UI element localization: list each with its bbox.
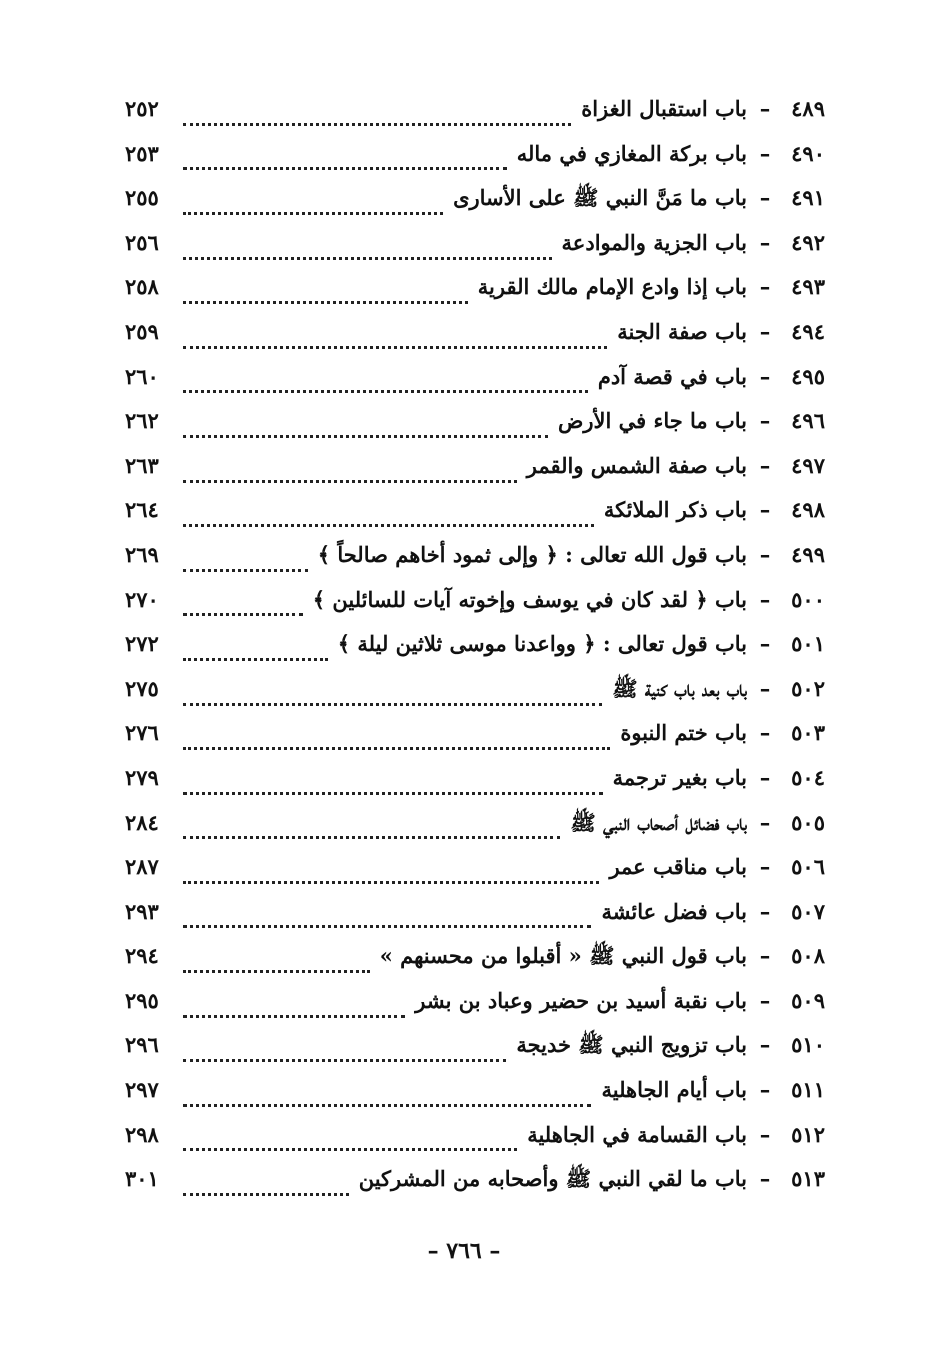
dot-leader — [183, 925, 591, 928]
entry-number: ٤٩٩ — [791, 541, 825, 567]
entry-title: باب بغير ترجمة — [612, 764, 747, 790]
entry-number: ٤٩٧ — [791, 452, 825, 478]
entry-number: ٥١٢ — [791, 1121, 825, 1147]
dot-leader — [183, 792, 603, 795]
entry-title: باب ذكر الملائكة — [603, 497, 747, 523]
entry-number: ٥٠٠ — [791, 586, 825, 612]
entry-page: ٢٥٥ — [125, 185, 159, 211]
entry-separator: – — [759, 96, 771, 121]
entry-page: ٢٧٠ — [125, 586, 159, 612]
entry-separator: – — [759, 274, 771, 300]
dot-leader — [183, 658, 328, 661]
toc-entry — [125, 230, 825, 275]
dot-leader — [183, 703, 602, 706]
entry-number: ٤٩٣ — [791, 274, 825, 300]
entry-page: ٢٨٤ — [125, 809, 159, 835]
entry-page: ٢٨٧ — [125, 854, 159, 880]
dot-leader — [183, 1015, 405, 1018]
entry-page: ٢٦٠ — [125, 363, 159, 389]
entry-page: ٢٥٢ — [125, 96, 159, 121]
entry-page: ٢٧٩ — [125, 764, 159, 790]
entry-title: باب تزويج النبي ﷺ خديجة — [516, 1032, 747, 1058]
dot-leader — [183, 1059, 506, 1062]
entry-page: ٢٦٣ — [125, 452, 159, 478]
toc-entry — [125, 453, 825, 498]
entry-title: باب في قصة آدم — [597, 363, 747, 389]
entry-number: ٥٠٤ — [791, 764, 825, 790]
entry-separator: – — [759, 809, 771, 835]
entry-page: ٢٩٦ — [125, 1032, 159, 1058]
entry-page: ٢٩٣ — [125, 898, 159, 924]
entry-number: ٥٠٦ — [791, 854, 825, 880]
entry-page: ٢٦٤ — [125, 497, 159, 523]
toc-entry — [125, 1166, 825, 1211]
toc-entry — [125, 274, 825, 319]
entry-separator: – — [759, 140, 771, 166]
entry-title: باب صفة الجنة — [617, 318, 747, 344]
entry-separator: – — [759, 318, 771, 344]
dot-leader — [183, 613, 303, 616]
dot-leader — [183, 881, 599, 884]
dot-leader — [183, 524, 594, 527]
toc-entry — [125, 765, 825, 810]
entry-page: ٣٠١ — [125, 1166, 159, 1192]
entry-page: ٢٩٤ — [125, 943, 159, 969]
entry-separator: – — [759, 764, 771, 790]
entry-title: باب فضل عائشة — [601, 898, 747, 924]
entry-page: ٢٥٨ — [125, 274, 159, 300]
toc-entry — [125, 587, 825, 632]
toc-entry — [125, 497, 825, 542]
entry-page: ٢٧٥ — [125, 675, 159, 701]
dot-leader — [183, 301, 468, 304]
toc-entry — [125, 542, 825, 587]
dot-leader — [183, 1193, 349, 1196]
entry-separator: – — [759, 631, 771, 657]
entry-page: ٢٥٣ — [125, 140, 159, 166]
entry-page: ٢٩٨ — [125, 1121, 159, 1147]
entry-page: ٢٧٦ — [125, 720, 159, 746]
entry-number: ٤٩٢ — [791, 229, 825, 255]
page-number: – ٧٦٦ – — [427, 1238, 501, 1264]
toc-entry — [125, 676, 825, 721]
entry-title: باب ما مَنَّ النبي ﷺ على الأسارى — [453, 185, 747, 211]
entry-number: ٥٠٩ — [791, 987, 825, 1013]
toc-entry — [125, 988, 825, 1033]
entry-title: باب ﴿ لقد كان في يوسف وإخوته آيات للسائلين ﴾ — [312, 586, 747, 612]
entry-number: ٥٠٨ — [791, 943, 825, 969]
entry-separator: – — [759, 452, 771, 478]
entry-number: ٤٨٩ — [791, 96, 825, 121]
dot-leader — [183, 970, 370, 973]
toc-entry — [125, 631, 825, 676]
entry-title: باب بركة المغازي في ماله — [516, 140, 747, 166]
entry-title: باب مناقب عمر — [609, 854, 747, 880]
toc-entry — [125, 1077, 825, 1122]
entry-separator: – — [759, 229, 771, 255]
entry-number: ٥٠٧ — [791, 898, 825, 924]
dot-leader — [183, 480, 517, 483]
toc-entry — [125, 899, 825, 944]
entry-number: ٥١٣ — [791, 1166, 825, 1192]
entry-separator: – — [759, 408, 771, 434]
entry-number: ٥٠٣ — [791, 720, 825, 746]
toc-entry — [125, 854, 825, 899]
entry-page: ٢٦٢ — [125, 408, 159, 434]
toc-entry — [125, 810, 825, 855]
entry-separator: – — [759, 720, 771, 746]
entry-separator: – — [759, 675, 771, 701]
table-of-contents — [125, 96, 825, 1211]
entry-title: باب ختم النبوة — [620, 720, 747, 746]
entry-number: ٥٠٥ — [791, 809, 825, 835]
entry-title: باب قول الله تعالى : ﴿ وإلى ثمود أخاهم صالحاً ﴾ — [317, 541, 747, 567]
entry-number: ٤٩٨ — [791, 497, 825, 523]
toc-entry — [125, 185, 825, 230]
toc-entry — [125, 943, 825, 988]
entry-number: ٤٩٠ — [791, 140, 825, 166]
entry-title: باب بعد باب كنية ﷺ — [612, 675, 747, 701]
entry-number: ٥٠١ — [791, 631, 825, 657]
entry-title: باب نقبة أسيد بن حضير وعباد بن بشر — [415, 987, 747, 1013]
toc-entry — [125, 408, 825, 453]
entry-separator: – — [759, 497, 771, 523]
entry-page: ٢٩٧ — [125, 1077, 159, 1103]
toc-entry — [125, 1122, 825, 1167]
entry-number: ٤٩٦ — [791, 408, 825, 434]
entry-title: باب صفة الشمس والقمر — [526, 452, 747, 478]
entry-title: باب قول تعالى : ﴿ وواعدنا موسى ثلاثين ليلة ﴾ — [337, 631, 747, 657]
dot-leader — [183, 1148, 517, 1151]
entry-separator: – — [759, 854, 771, 880]
entry-separator: – — [759, 987, 771, 1013]
entry-separator: – — [759, 541, 771, 567]
dot-leader — [183, 167, 507, 170]
entry-title: باب إذا وادع الإمام مالك القرية — [477, 274, 747, 300]
entry-number: ٥١٠ — [791, 1032, 825, 1058]
entry-number: ٤٩٥ — [791, 363, 825, 389]
entry-page: ٢٧٢ — [125, 631, 159, 657]
dot-leader — [183, 569, 308, 572]
entry-separator: – — [759, 1077, 771, 1103]
entry-title: باب ما جاء في الأرض — [557, 408, 747, 434]
entry-separator: – — [759, 898, 771, 924]
dot-leader — [183, 257, 552, 260]
entry-number: ٤٩١ — [791, 185, 825, 211]
entry-title: باب ما لقي النبي ﷺ وأصحابه من المشركين — [358, 1166, 747, 1192]
entry-page: ٢٩٥ — [125, 987, 159, 1013]
entry-title: باب قول النبي ﷺ « أقبلوا من محسنهم » — [379, 943, 747, 969]
entry-separator: – — [759, 943, 771, 969]
entry-title: باب القسامة في الجاهلية — [527, 1121, 747, 1147]
toc-entry — [125, 319, 825, 364]
entry-separator: – — [759, 185, 771, 211]
toc-entry — [125, 720, 825, 765]
dot-leader — [183, 836, 560, 839]
entry-separator: – — [759, 1166, 771, 1192]
dot-leader — [183, 212, 443, 215]
entry-title: باب فضائل أصحاب النبي ﷺ — [570, 809, 747, 835]
toc-entry — [125, 364, 825, 409]
dot-leader — [183, 123, 571, 126]
entry-separator: – — [759, 586, 771, 612]
toc-entry — [125, 96, 825, 141]
dot-leader — [183, 1104, 591, 1107]
entry-separator: – — [759, 363, 771, 389]
entry-separator: – — [759, 1032, 771, 1058]
entry-title: باب استقبال الغزاة — [581, 96, 747, 121]
entry-page: ٢٥٦ — [125, 229, 159, 255]
toc-entry — [125, 1032, 825, 1077]
entry-page: ٢٥٩ — [125, 318, 159, 344]
dot-leader — [183, 346, 607, 349]
entry-number: ٥١١ — [791, 1077, 825, 1103]
entry-title: باب أيام الجاهلية — [601, 1077, 747, 1103]
entry-title: باب الجزية والموادعة — [561, 229, 747, 255]
entry-page: ٢٦٩ — [125, 541, 159, 567]
entry-number: ٤٩٤ — [791, 318, 825, 344]
entry-number: ٥٠٢ — [791, 675, 825, 701]
dot-leader — [183, 435, 548, 438]
toc-entry — [125, 141, 825, 186]
dot-leader — [183, 747, 610, 750]
entry-separator: – — [759, 1121, 771, 1147]
dot-leader — [183, 390, 588, 393]
